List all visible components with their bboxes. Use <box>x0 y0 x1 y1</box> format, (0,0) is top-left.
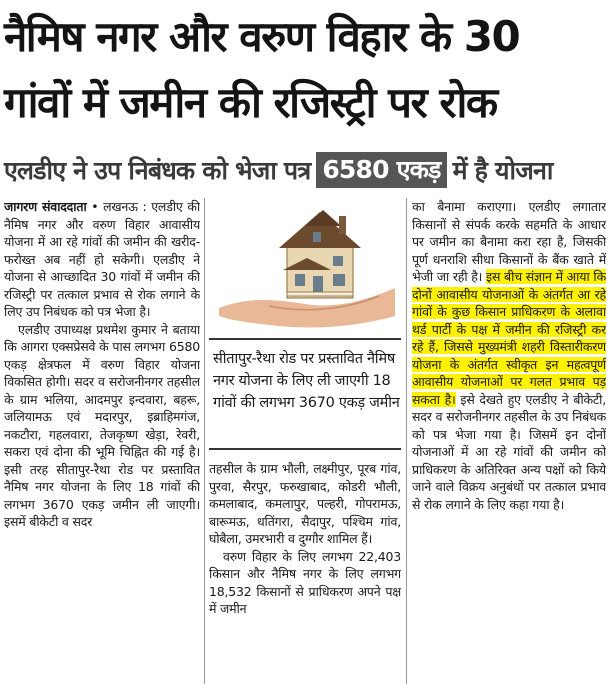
column3-text-start: का बैनामा कराएगा। एलडीए लगातार किसानों से संपर्क करके सहमति के आधार पर जमीन का बैनामा करा रहा है, जिसकी पूर्ण धनराशि सीधा किसानों के बैंक खाते में भेजी जा रही है। <box>412 199 606 284</box>
article-column-2 <box>209 460 401 684</box>
column1-paragraph-2: एलडीए उपाध्यक्ष प्रथमेश कुमार ने बताया कि आगरा एक्सप्रेसवे के पास लगभग 6580 एकड़ क्षेत्रफल में वरुण विहार योजना विकसित होगी। सदर व सरोजनीनगर तहसील के ग्राम भलिया, आदमपुर इन्दवारा, बहरू, जलियामऊ एवं मदारपुर, इब्राहिमगंज, नकटौरा, गहलवारा, तेजकृष्ण खेड़ा, रेवरी, सकरा एवं दोना की भूमि चिह्नित की गई है। इसी तरह सीतापुर-रैथा रोड पर प्रस्तावित नैमिष नगर योजना के लिए 18 गांवों की लगभग 3670 एकड़ जमीन ली जाएगी। इसमें बीकेटी व सदर <box>4 321 200 529</box>
column1-p1-text: एलडीए की नैमिष नगर और वरुण विहार आवासीय योजना में आ रहे गांवों की जमीन की खरीद-फरोख्त अब नहीं हो सकेगी। एलडीए ने योजना से आच्छादित 30 गांवों में जमीन की रजिस्ट्री पर तत्काल प्रभाव से रोक लगाने के लिए उप निबंधक को पत्र भेजा है। <box>4 199 200 319</box>
subheadline <box>4 148 606 192</box>
subheadline-badge: 6580 एकड़ <box>316 152 446 188</box>
byline: जागरण संवाददाता <box>4 199 87 214</box>
article-column-1 <box>4 198 200 684</box>
column3-text-end: इसे देखते हुए एलडीए ने बीकेटी, सदर व सरोजनीनगर तहसील के उप निबंधक को पत्र भेजा गया है। जिसमें इन दोनों योजनाओं में आ रहे गांवों की जमीन को प्राधिकरण के अतिरिक्त अन्य पक्षों को किये जाने वाले विक्रय अनुबंधों पर तत्काल प्रभाव से रोक लगाने के लिए कहा गया है। <box>412 391 606 512</box>
house-photo <box>209 196 401 334</box>
subheadline-text-before: एलडीए ने उप निबंधक को भेजा पत्र <box>4 156 311 185</box>
headline-line-2: गांवों में जमीन की रजिस्ट्री पर रोक <box>4 78 497 127</box>
subheadline-text-after: में है योजना <box>452 156 553 185</box>
column2-paragraph-2: वरुण विहार के लिए लगभग 22,403 किसान और नैमिष नगर के लिए लगभग 18,532 किसानों से प्राधिकरण अपने पक्ष में जमीन <box>209 548 401 616</box>
column2-paragraph-1: तहसील के ग्राम भौली, लक्ष्मीपुर, पूरब गांव, पुरवा, सैरपुर, फरुखाबाद, कोडरी भौली, कमलाबाद, कमलापुर, पल्हरी, गोपरामऊ, बारूमऊ, धतिंगरा, सैदापुर, पश्चिम गांव, घोबैला, उमरभारी व दुग्गौर शामिल हैं। <box>209 461 401 546</box>
column3-paragraph-1 <box>412 198 606 513</box>
dateline: • लखनऊ : <box>91 199 147 214</box>
highlighted-text: इस बीच संज्ञान में आया कि दोनों आवासीय योजनाओं के अंतर्गत आ रहे गांवों के कुछ किसान प्राधिकरण के अलावा थर्ड पार्टी के पक्ष में जमीन की रजिस्ट्री कर रहे हैं, जिससे मुख्यमंत्री शहरी विस्तारीकरण योजना के अंतर्गत स्वीकृत इन महत्वपूर्ण आवासीय योजनाओं पर गलत प्रभाव पड़ सकता है। <box>412 269 606 407</box>
headline-line-1: नैमिष नगर और वरुण विहार के 30 <box>4 12 520 61</box>
photo-caption: सीतापुर-रैथा रोड पर प्रस्तावित नैमिष नगर योजना के लिए ली जाएगी 18 गांवों की लगभग 3670 एकड़ जमीन <box>209 338 401 450</box>
article-column-3 <box>412 198 606 684</box>
column-divider <box>406 198 407 684</box>
column-divider <box>204 198 205 684</box>
column1-paragraph-1 <box>4 198 200 321</box>
house-on-hand-icon <box>209 196 401 334</box>
